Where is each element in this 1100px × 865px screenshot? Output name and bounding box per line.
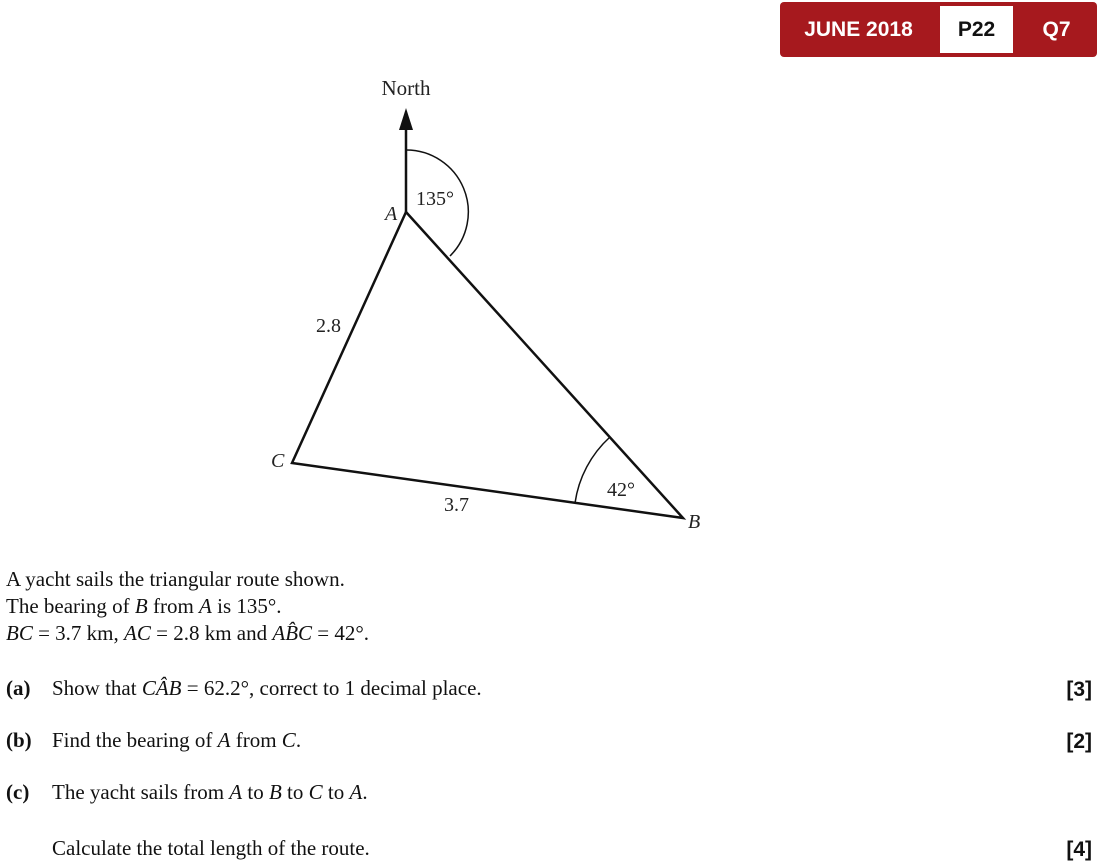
vertex-c-label: C: [271, 450, 285, 472]
intro-line-1: A yacht sails the triangular route shown.: [6, 567, 345, 591]
side-bc-label: 3.7: [444, 494, 469, 516]
part-a-marks: [3]: [1066, 678, 1092, 701]
north-label: North: [381, 76, 431, 100]
question-intro: [6, 566, 369, 647]
part-a: (a) Show that CÂB = 62.2°, correct to 1 decimal place.: [6, 676, 482, 700]
part-b-marks: [2]: [1066, 730, 1092, 753]
north-arrow-icon: [399, 108, 413, 130]
vertex-b-label: B: [688, 511, 701, 533]
part-c: (c) The yacht sails from A to B to C to A.: [6, 780, 368, 804]
angle-b-arc: [575, 437, 610, 503]
intro-line-3: BC = 3.7 km, AC = 2.8 km and AB̂C = 42°.: [6, 621, 370, 645]
angle-b-label: 42°: [607, 479, 635, 501]
part-c-label: (c): [6, 780, 30, 804]
exam-date: JUNE 2018: [804, 18, 913, 41]
part-c-marks: [4]: [1066, 838, 1092, 861]
question-number: Q7: [1042, 18, 1071, 41]
part-b: (b) Find the bearing of A from C.: [6, 728, 302, 752]
paper-code: P22: [940, 6, 1013, 53]
side-ac-label: 2.8: [316, 315, 341, 337]
vertex-a-label: A: [385, 203, 398, 225]
triangle-route: [292, 212, 683, 518]
exam-reference-badge: [780, 2, 1097, 57]
part-a-label: (a): [6, 676, 31, 700]
bearing-angle-label: 135°: [416, 188, 454, 210]
triangle-route-diagram: [0, 60, 760, 540]
intro-line-2: The bearing of B from A is 135°.: [6, 594, 282, 618]
part-c-instruction: Calculate the total length of the route.: [52, 836, 370, 860]
part-b-label: (b): [6, 728, 32, 752]
